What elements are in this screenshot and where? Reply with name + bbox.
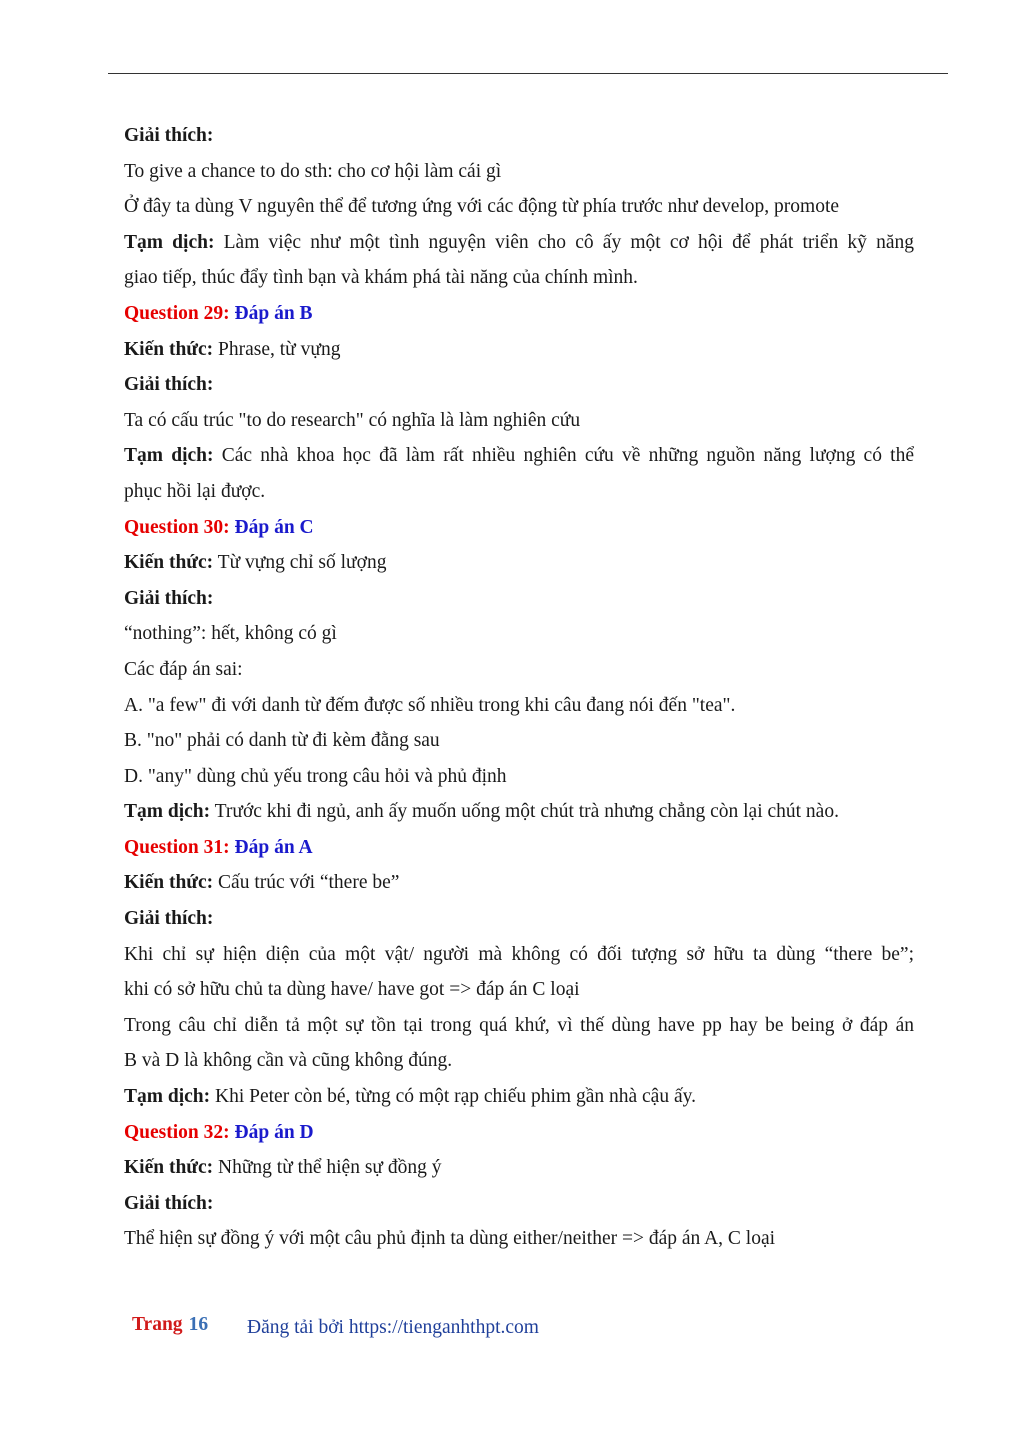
translation-line: Tạm dịch: Làm việc như một tình nguyện viên cho cô ấy một cơ hội để phát triển kỹ năng bbox=[124, 231, 915, 253]
translation-line: giao tiếp, thúc đẩy tình bạn và khám phá tài năng của chính mình. bbox=[124, 267, 638, 289]
explanation-heading: Giải thích: bbox=[124, 125, 214, 146]
page-content bbox=[124, 118, 914, 1257]
explanation-text: “nothing”: hết, không có gì bbox=[124, 623, 337, 645]
explanation-text: D. "any" dùng chủ yếu trong câu hỏi và phủ định bbox=[124, 765, 507, 787]
translation-line: phục hồi lại được. bbox=[124, 480, 266, 502]
explanation-text: B. "no" phải có danh từ đi kèm đằng sau bbox=[124, 730, 440, 752]
explanation-text: Trong câu chỉ diễn tả một sự tồn tại trong quá khứ, vì thế dùng have pp hay be being ở đáp án bbox=[124, 1014, 914, 1036]
knowledge-line: Kiến thức: Cấu trúc với “there be” bbox=[124, 872, 400, 894]
translation-line: Tạm dịch: Khi Peter còn bé, từng có một rạp chiếu phim gần nhà cậu ấy. bbox=[124, 1086, 696, 1108]
question-heading: Question 29: Đáp án B bbox=[124, 302, 313, 324]
translation-line: Tạm dịch: Các nhà khoa học đã làm rất nhiều nghiên cứu về những nguồn năng lượng có thể bbox=[124, 445, 914, 467]
explanation-text: Ở đây ta dùng V nguyên thể để tương ứng với các động từ phía trước như develop, promote bbox=[124, 196, 840, 218]
explanation-text: Thể hiện sự đồng ý với một câu phủ định ta dùng either/neither => đáp án A, C loại bbox=[124, 1228, 776, 1250]
explanation-heading: Giải thích: bbox=[124, 908, 214, 930]
footer-credit-link[interactable]: Đăng tải bởi https://tienganhthpt.com bbox=[247, 1317, 539, 1338]
question-heading: Question 30: Đáp án C bbox=[124, 516, 314, 538]
knowledge-line: Kiến thức: Phrase, từ vựng bbox=[124, 338, 341, 360]
explanation-text: To give a chance to do sth: cho cơ hội làm cái gì bbox=[124, 160, 502, 182]
explanation-text: A. "a few" đi với danh từ đếm được số nhiều trong khi câu đang nói đến "tea". bbox=[124, 694, 736, 716]
explanation-text: khi có sở hữu chủ ta dùng have/ have got => đáp án C loại bbox=[124, 979, 580, 1001]
explanation-text: Các đáp án sai: bbox=[124, 658, 243, 680]
page-label: Trang bbox=[132, 1314, 183, 1335]
translation-line: Tạm dịch: Trước khi đi ngủ, anh ấy muốn uống một chút trà nhưng chẳng còn lại chút nào. bbox=[124, 801, 839, 823]
page-footer bbox=[132, 1314, 539, 1338]
explanation-text: B và D là không cần và cũng không đúng. bbox=[124, 1050, 453, 1072]
explanation-text: Khi chỉ sự hiện diện của một vật/ người mà không có đối tượng sở hữu ta dùng “there be”; bbox=[124, 943, 914, 965]
explanation-heading: Giải thích: bbox=[124, 1192, 214, 1214]
header-rule bbox=[108, 73, 948, 74]
explanation-heading: Giải thích: bbox=[124, 374, 214, 396]
explanation-heading: Giải thích: bbox=[124, 587, 214, 609]
question-heading: Question 32: Đáp án D bbox=[124, 1121, 314, 1143]
question-heading: Question 31: Đáp án A bbox=[124, 836, 313, 858]
knowledge-line: Kiến thức: Từ vựng chỉ số lượng bbox=[124, 552, 387, 574]
explanation-text: Ta có cấu trúc "to do research" có nghĩa là làm nghiên cứu bbox=[124, 409, 581, 431]
knowledge-line: Kiến thức: Những từ thể hiện sự đồng ý bbox=[124, 1157, 442, 1179]
page-number: 16 bbox=[188, 1314, 209, 1335]
